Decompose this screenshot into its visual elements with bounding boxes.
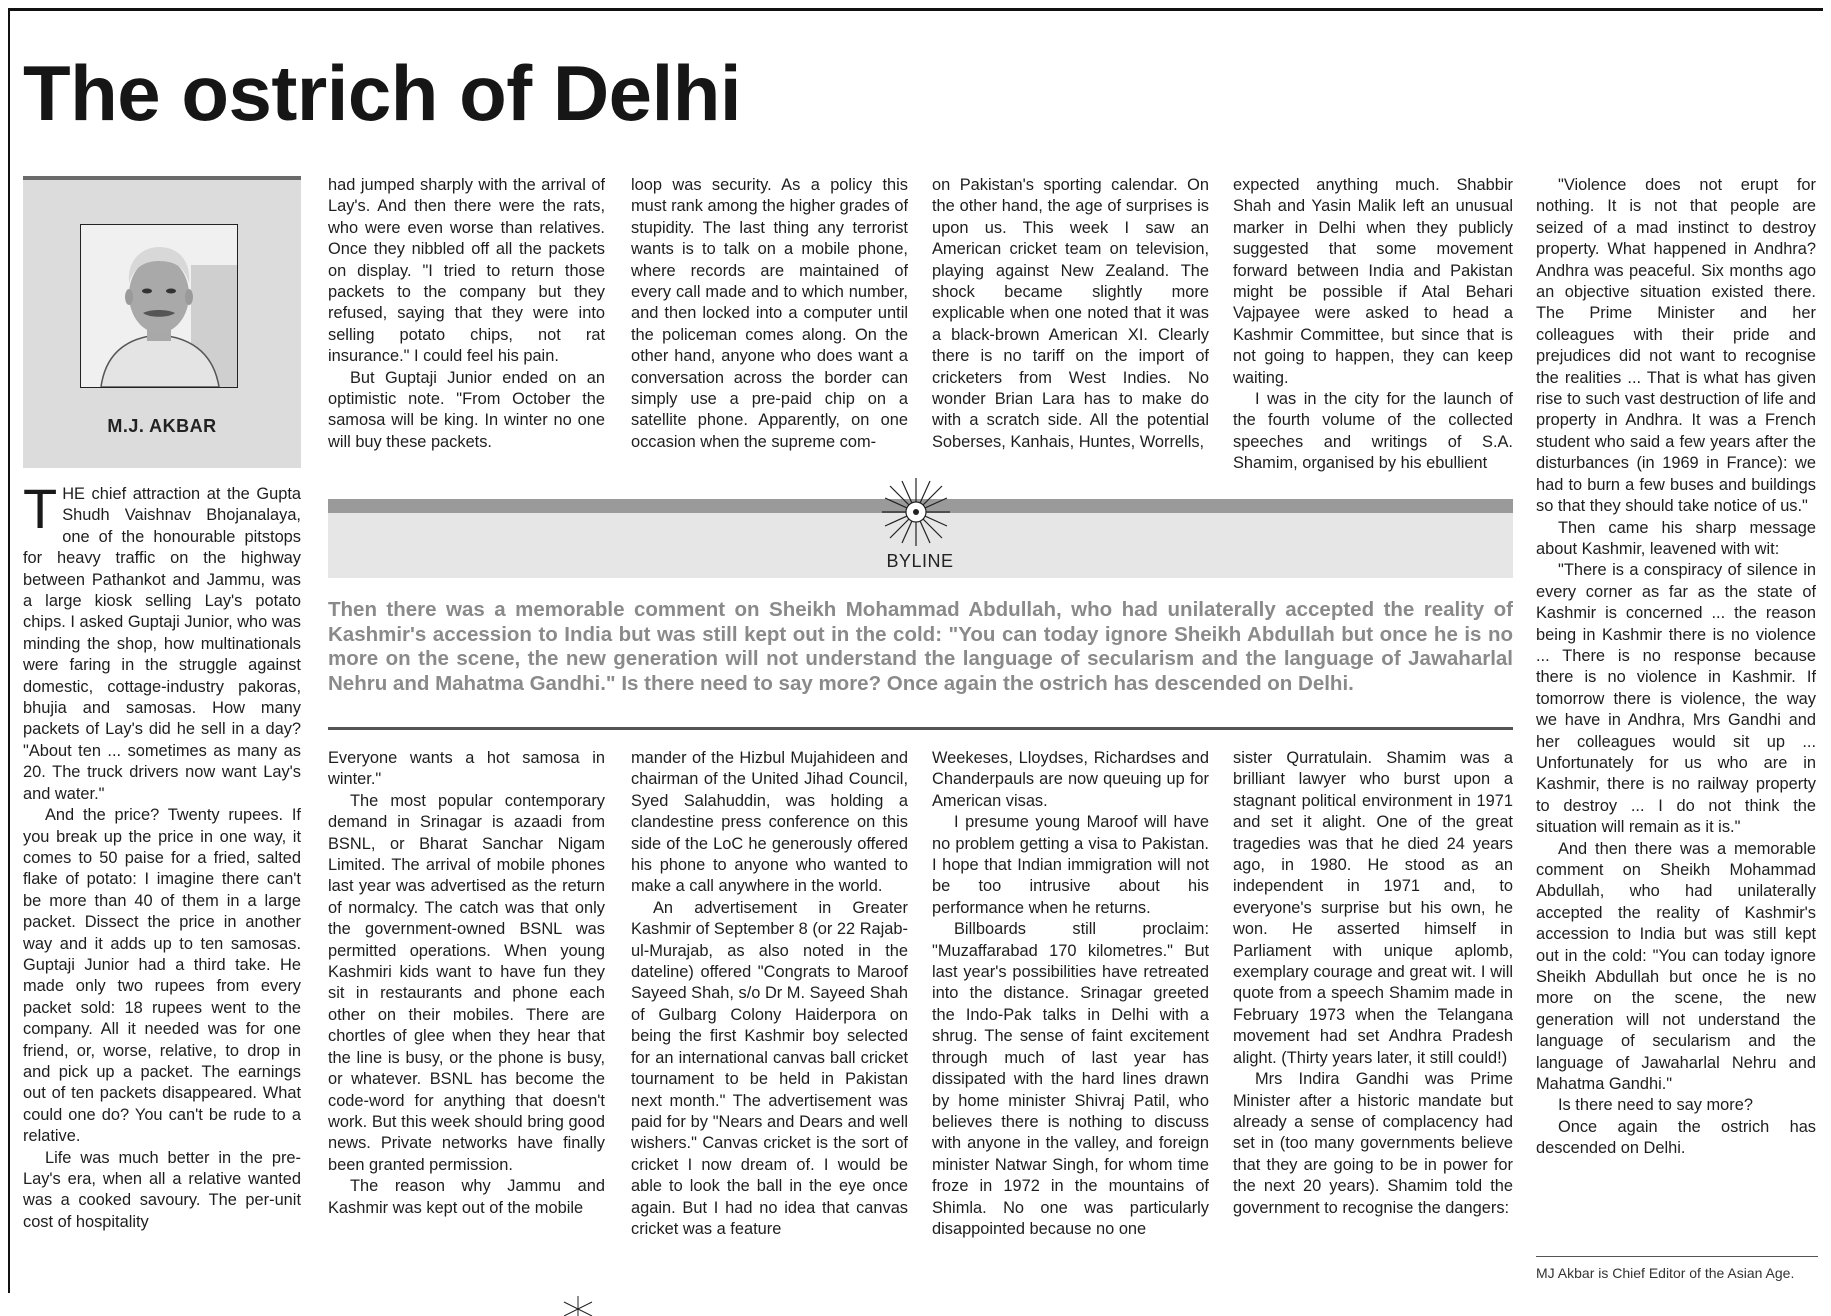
author-portrait-icon (81, 225, 237, 387)
column-5-bottom (1233, 748, 1513, 1296)
author-box (23, 176, 301, 468)
author-name: M.J. AKBAR (107, 416, 217, 436)
column-5-top (1233, 175, 1513, 478)
paragraph: Weekeses, Lloydses, Richardses and Chanderpauls are now queuing up for American visas. (932, 749, 1209, 810)
author-photo (80, 224, 238, 388)
paragraph: Everyone wants a hot samosa in winter." (328, 749, 605, 789)
paragraph: "Violence does not erupt for nothing. It is not that people are seized of a mad instinct to destroy property. What happened in Andhra? Andhra was peaceful. Six months ago an objective situation existed there. The Prime Minister and her colleagues with their pride and prejudices did not want to recognise the realities ... That is what has given rise to such vast destruction of life and property in Andhra. It was a French student who said a few years after the disturbances (in 1969 in France): we had to burn a few buses and buildings so that they should take notice of us." (1536, 176, 1816, 516)
credit-rule (1536, 1256, 1818, 1257)
band-rule-bottom (328, 727, 1513, 730)
paragraph: "There is a conspiracy of silence in every corner as far as the state of Kashmir is concerned ... the reason being in Kashmir there is no violence ... There is no response because there is no violence in Kashmir. If tomorrow there is violence, the way we have in Andhra, Mrs Gandhi and her colleagues would sit up ... Unfortunately for us who are in Kashmir, there is no railway property to destroy ... I do not think the situation will remain as it is." (1536, 561, 1816, 837)
paragraph: expected anything much. Shabbir Shah and Yasin Malik left an unusual marker in Delhi when they publicly suggested that some movement forward between India and Pakistan might be possible if Atal Behari Vajpayee were asked to head a Kashmir Committee, but since that is not going to happen, they can keep waiting. (1233, 176, 1513, 387)
paragraph: loop was security. As a policy this must rank among the higher grades of stupidity. The last thing any terrorist wants is to talk on a mobile phone, where records are maintained of every call made and to which number, and then locked into a computer until the policeman comes along. On the other hand, anyone who does want a conversation across the border can simply use a pre-paid chip on a satellite phone. Apparently, on one occasion when the supreme com- (631, 176, 908, 451)
left-rule (8, 8, 10, 1293)
column-6 (1536, 175, 1816, 1251)
column-2-top (328, 175, 605, 478)
paragraph: mander of the Hizbul Mujahideen and chairman of the United Jihad Council, Syed Salahuddin, was holding a clandestine press conference on this side of the LoC he generously offered his phone to anyone who wanted to make a call anywhere in the world. (631, 749, 908, 896)
paragraph: And the price? Twenty rupees. If you break up the price in one way, it comes to 50 paise for a fried, salted flake of potato: I imagine there can't be more than 40 of them in a large packet. Dissect the price in another way and it adds up to ten samosas. Guptaji Junior had a third take. He made only two rupees from every packet sold: 18 rupees went to the company. All it needed was for one friend, or, worse, relative, to drop in and pick up a packet. The earnings out of ten packets disappeared. What could one do? You can't be rude to a relative. (23, 806, 301, 1146)
paragraph: And then there was a memorable comment on Sheikh Mohammad Abdullah, who had unilaterally accepted the reality of Kashmir's accession to India but was still kept out in the cold: "You can today ignore Sheikh Abdullah but once he is no more on the scene, the new generation will not understand the language of secularism and the language of Jawaharlal Nehru and Mahatma Gandhi." (1536, 839, 1816, 1094)
paragraph: The most popular contemporary demand in Srinagar is azaadi from BSNL, or Bharat Sanchar Nigam Limited. The arrival of mobile phones last year was advertised as the return of normalcy. The catch was that only the government-owned BSNL was permitted operations. When young Kashmiri kids want to have fun they sit in restaurants and phone each other on their mobiles. There are chortles of glee when they hear that the line is busy, or the phone is busy, or whatever. BSNL has become the code-word for anything that doesn't work. But this week should bring good news. Private networks have finally been granted permission. (328, 791, 605, 1174)
top-rule (8, 8, 1823, 11)
paragraph: had jumped sharply with the arrival of Lay's. And then there were the rats, who were even worse than relatives. Once they nibbled off all the packets on display. "I tried to return those packets to the company but they refused, saying that they were into selling potato chips, not rat insurance." I could feel his pain. (328, 176, 605, 366)
column-3-top (631, 175, 908, 478)
paragraph: I was in the city for the launch of the fourth volume of the collected speeches and writings of S.A. Shamim, organised by his ebullient (1233, 390, 1513, 473)
paragraph: Life was much better in the pre-Lay's era, when all a relative wanted was a cooked savoury. The per-unit cost of hospitality (23, 1148, 301, 1231)
paragraph: Is there need to say more? (1558, 1096, 1753, 1115)
paragraph: An advertisement in Greater Kashmir of September 8 (or 22 Rajab-ul-Murajab, as also noted in the dateline) offered "Congrats to Maroof Sayeed Shah, s/o Dr M. Sayeed Shah of Gulbarg Colony Haiderpora on being the first Kashmir boy selected for an international canvas ball cricket tournament to be held in Pakistan next month." The advertisement was paid for by "Nears and Dears and well wishers." Canvas cricket is the sort of cricket I now dream of. I would be able to look the ball in the eye once again. But I had no idea that canvas cricket was a feature (631, 898, 908, 1238)
paragraph: The reason why Jammu and Kashmir was kept out of the mobile (328, 1177, 605, 1217)
column-2-bottom (328, 748, 605, 1296)
column-1 (23, 484, 301, 1306)
paragraph: Then came his sharp message about Kashmir, leavened with wit: (1536, 518, 1816, 558)
pull-quote: Then there was a memorable comment on Sheikh Mohammad Abdullah, who had unilaterally accepted the reality of Kashmir's accession to India but was still kept out in the cold: "You can today ignore Sheikh Abdullah but once he is no more on the scene, the new generation will not understand the language of secularism and the language of Jawaharlal Nehru and Mahatma Gandhi." Is there need to say more? Once again the ostrich has descended on Delhi. (328, 598, 1513, 695)
paragraph: THE chief attraction at the Gupta Shudh Vaishnav Bhojanalaya, one of the honourable pitstops for heavy traffic on the highway between Pathankot and Jammu, was a large kiosk selling Lay's potato chips. I asked Guptaji Junior, who was minding the shop, how multinationals were faring in the struggle against domestic, cottage-industry pakoras, bhujia and samosas. How many packets of Lay's did he sell in a day? "About ten ... sometimes as many as 20. The truck drivers now want Lay's and water." (23, 484, 301, 803)
paragraph: on Pakistan's sporting calendar. On the other hand, the age of surprises is upon us. This week I saw an American cricket team on television, playing against New Zealand. The shock became slightly more explicable when one noted that it was a black-brown American XI. Clearly there is no tariff on the import of cricketers from West Indies. No wonder Brian Lara has to make do with a scratch side. All the potential Soberses, Kanhais, Huntes, Worrells, (932, 176, 1209, 451)
column-4-bottom (932, 748, 1209, 1296)
column-3-bottom (631, 748, 908, 1296)
section-label: BYLINE (886, 551, 954, 571)
headline: The ostrich of Delhi (23, 49, 742, 137)
author-credit: MJ Akbar is Chief Editor of the Asian Age. (1536, 1265, 1795, 1281)
paragraph: But Guptaji Junior ended on an optimistic note. "From October the samosa will be king. In winter no one will buy these packets. (328, 368, 605, 451)
paragraph: Mrs Indira Gandhi was Prime Minister after a historic mandate but already a sense of complacency had set in (too many governments believe that they are going to be in power for the next 20 years). Shamim told the government to recognise the dangers: (1233, 1070, 1513, 1217)
paragraph: Billboards still proclaim: "Muzaffarabad 170 kilometres." But last year's possibilities have retreated into the distance. Srinagar greeted the Indo-Pak talks in Delhi with a shrug. The sense of faint excitement through much of last year has dissipated with the hard lines drawn by home minister Shivraj Patil, who believes there is nothing to discuss with anyone in the valley, and foreign minister Natwar Singh, for whom time froze in 1972 in the mountains of Shimla. No one was particularly disappointed because no one (932, 920, 1209, 1238)
paragraph: sister Qurratulain. Shamim was a brilliant lawyer who burst upon a stagnant political environment in 1971 and set it alight. One of the great tragedies was that he died 24 years ago, in 1980. He stood as an independent in 1971 and, to everyone's surprise but his own, he won. He asserted himself in Parliament with unique aplomb, exemplary courage and great wit. I will quote from a speech Shamim made in February 1973 when the Telangana movement had set Andhra Pradesh alight. (Thirty years later, it still could!) (1233, 749, 1513, 1067)
bottom-starburst-icon (560, 1296, 596, 1316)
starburst-icon (880, 476, 952, 548)
paragraph: I presume young Maroof will have no problem getting a visa to Pakistan. I hope that Indian immigration will not be too intrusive about his performance when he returns. (932, 813, 1209, 917)
paragraph: Once again the ostrich has descended on Delhi. (1536, 1117, 1816, 1158)
column-4-top (932, 175, 1209, 478)
